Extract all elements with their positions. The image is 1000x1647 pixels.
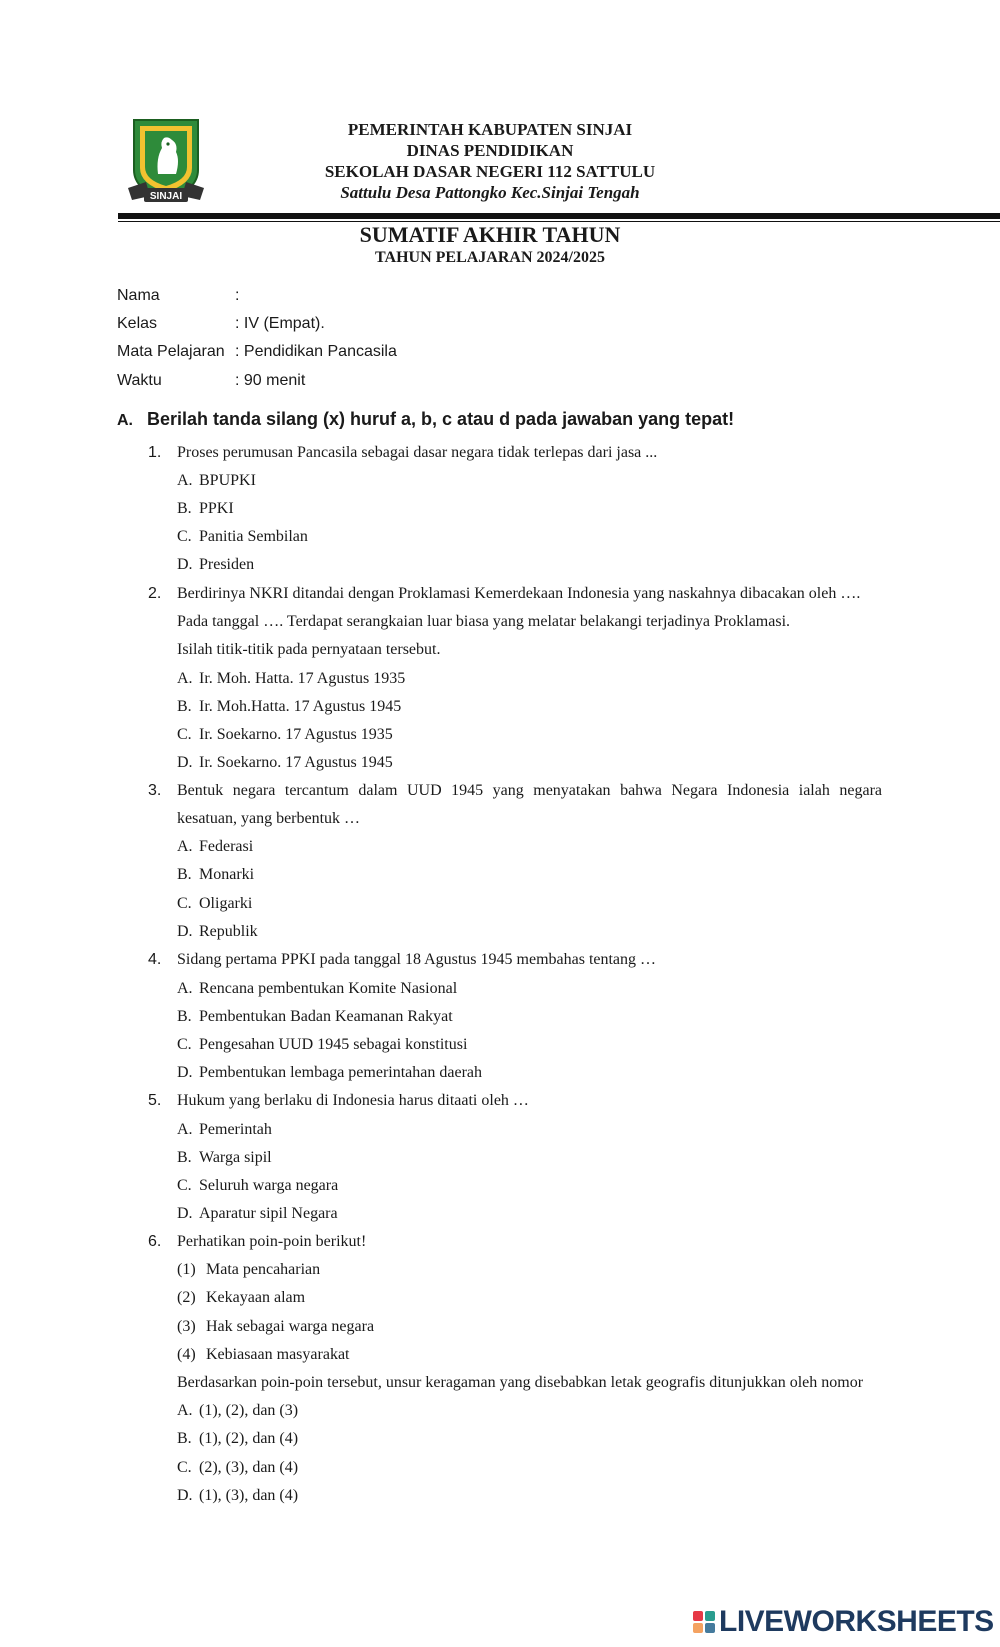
question-5 — [0, 1087, 1000, 1115]
answer-option[interactable] — [0, 1425, 1000, 1453]
answer-option[interactable] — [0, 1482, 1000, 1510]
option-text: Panitia Sembilan — [199, 528, 308, 545]
liveworksheets-wordmark: LIVEWORKSHEETS — [719, 1605, 994, 1638]
option-letter: A. — [177, 670, 193, 687]
identity-value: : IV (Empat). — [235, 315, 325, 332]
liveworksheets-brand[interactable] — [693, 1607, 994, 1637]
point-item — [0, 1256, 1000, 1284]
point-text: Kekayaan alam — [206, 1289, 306, 1306]
answer-option[interactable] — [0, 833, 1000, 861]
option-letter: B. — [177, 1430, 192, 1447]
option-letter: D. — [177, 1064, 193, 1081]
question-3 — [0, 777, 1000, 805]
identity-label: Nama — [117, 287, 160, 304]
question-text: Sidang pertama PPKI pada tanggal 18 Agustus 1945 membahas tentang … — [177, 951, 657, 968]
identity-label: Kelas — [117, 315, 158, 332]
answer-option[interactable] — [0, 918, 1000, 946]
option-letter: A. — [177, 1121, 193, 1138]
option-text: Aparatur sipil Negara — [199, 1205, 338, 1222]
identity-value: : 90 menit — [235, 372, 306, 389]
answer-option[interactable] — [0, 1144, 1000, 1172]
option-letter: A. — [177, 838, 193, 855]
option-text: Pembentukan Badan Keamanan Rakyat — [199, 1008, 453, 1025]
regency-logo — [126, 114, 206, 206]
option-letter: C. — [177, 726, 192, 743]
point-text: Hak sebagai warga negara — [206, 1318, 375, 1335]
answer-option[interactable] — [0, 1200, 1000, 1228]
identity-value: : — [235, 287, 240, 304]
question-number: 3. — [148, 782, 162, 799]
answer-option[interactable] — [0, 721, 1000, 749]
option-text: Pembentukan lembaga pemerintahan daerah — [199, 1064, 482, 1081]
option-text: Warga sipil — [199, 1149, 272, 1166]
option-letter: B. — [177, 1149, 192, 1166]
letterhead-agency: DINAS PENDIDIKAN — [406, 141, 574, 160]
question-1 — [0, 439, 1000, 467]
identity-label: Mata Pelajaran — [117, 343, 225, 360]
answer-option[interactable] — [0, 975, 1000, 1003]
answer-option[interactable] — [0, 1116, 1000, 1144]
option-letter: B. — [177, 698, 192, 715]
question-text: Isilah titik-titik pada pernyataan tersebut. — [177, 641, 441, 658]
section-a-instruction — [117, 405, 734, 435]
question-text-line — [0, 805, 1000, 833]
answer-option[interactable] — [0, 1397, 1000, 1425]
option-text: Ir. Moh. Hatta. 17 Agustus 1935 — [199, 670, 406, 687]
question-number: 4. — [148, 951, 162, 968]
point-text: Kebiasaan masyarakat — [206, 1346, 350, 1363]
question-text: Hukum yang berlaku di Indonesia harus ditaati oleh … — [177, 1092, 529, 1109]
option-text: Presiden — [199, 556, 255, 573]
letterhead — [230, 119, 750, 203]
option-letter: C. — [177, 895, 192, 912]
letterhead-divider-thick — [118, 213, 1000, 219]
option-text: (1), (2), dan (4) — [199, 1430, 299, 1447]
question-text: Perhatikan poin-poin berikut! — [177, 1233, 367, 1250]
option-letter: B. — [177, 500, 192, 517]
point-number: (1) — [177, 1261, 196, 1278]
option-letter: C. — [177, 1036, 192, 1053]
letterhead-government: PEMERINTAH KABUPATEN SINJAI — [347, 120, 633, 139]
answer-option[interactable] — [0, 523, 1000, 551]
answer-option[interactable] — [0, 1172, 1000, 1200]
option-text: Monarki — [199, 866, 255, 883]
point-number: (4) — [177, 1346, 196, 1363]
point-item — [0, 1313, 1000, 1341]
option-text: Ir. Soekarno. 17 Agustus 1935 — [199, 726, 393, 743]
answer-option[interactable] — [0, 495, 1000, 523]
identity-label: Waktu — [117, 372, 162, 389]
option-letter: D. — [177, 923, 193, 940]
option-letter: A. — [177, 1402, 193, 1419]
option-text: BPUPKI — [199, 472, 256, 489]
option-letter: D. — [177, 1487, 193, 1504]
question-text: Bentuk negara tercantum dalam UUD 1945 yang menyatakan bahwa Negara Indonesia ialah negara — [177, 782, 882, 799]
point-item — [0, 1341, 1000, 1369]
identity-value: : Pendidikan Pancasila — [235, 343, 397, 360]
option-text: (1), (2), dan (3) — [199, 1402, 299, 1419]
point-item — [0, 1284, 1000, 1312]
option-letter: A. — [177, 980, 193, 997]
answer-option[interactable] — [0, 1003, 1000, 1031]
answer-option[interactable] — [0, 890, 1000, 918]
question-number: 6. — [148, 1233, 162, 1250]
option-text: Republik — [199, 923, 258, 940]
answer-option[interactable] — [0, 467, 1000, 495]
exam-title: SUMATIF AKHIR TAHUN — [359, 222, 621, 247]
option-letter: D. — [177, 754, 193, 771]
option-letter: C. — [177, 1459, 192, 1476]
option-text: Federasi — [199, 838, 254, 855]
option-text: Rencana pembentukan Komite Nasional — [199, 980, 458, 997]
option-letter: D. — [177, 1205, 193, 1222]
option-letter: C. — [177, 528, 192, 545]
question-text-line — [0, 1369, 1000, 1397]
liveworksheets-logo-icon — [693, 1611, 715, 1633]
question-text: Proses perumusan Pancasila sebagai dasar negara tidak terlepas dari jasa ... — [177, 444, 658, 461]
point-number: (3) — [177, 1318, 196, 1335]
question-2 — [0, 580, 1000, 608]
logo-text: SINJAI — [149, 191, 183, 202]
question-text-line — [0, 636, 1000, 664]
option-text: Pengesahan UUD 1945 sebagai konstitusi — [199, 1036, 468, 1053]
question-text: Berdirinya NKRI ditandai dengan Proklamasi Kemerdekaan Indonesia yang naskahnya dibacakan oleh …. — [177, 585, 861, 602]
option-letter: B. — [177, 866, 192, 883]
question-number: 1. — [148, 444, 162, 461]
option-text: PPKI — [199, 500, 234, 517]
option-letter: B. — [177, 1008, 192, 1025]
option-text: Seluruh warga negara — [199, 1177, 339, 1194]
section-letter: A. — [117, 412, 133, 429]
option-text: Ir. Moh.Hatta. 17 Agustus 1945 — [199, 698, 402, 715]
option-letter: C. — [177, 1177, 192, 1194]
letterhead-school: SEKOLAH DASAR NEGERI 112 SATTULU — [324, 162, 656, 181]
answer-option[interactable] — [0, 1031, 1000, 1059]
answer-option[interactable] — [0, 551, 1000, 579]
letterhead-address: Sattulu Desa Pattongko Kec.Sinjai Tengah — [340, 183, 640, 202]
answer-option[interactable] — [0, 665, 1000, 693]
answer-option[interactable] — [0, 1059, 1000, 1087]
question-number: 2. — [148, 585, 162, 602]
option-text: Pemerintah — [199, 1121, 272, 1138]
answer-option[interactable] — [0, 1454, 1000, 1482]
option-text: Ir. Soekarno. 17 Agustus 1945 — [199, 754, 393, 771]
exam-subtitle: TAHUN PELAJARAN 2024/2025 — [375, 249, 605, 266]
question-number: 5. — [148, 1092, 162, 1109]
question-text: Berdasarkan poin-poin tersebut, unsur keragaman yang disebabkan letak geografis ditunjukkan oleh nomor — [177, 1374, 864, 1391]
section-instruction-text: Berilah tanda silang (x) huruf a, b, c atau d pada jawaban yang tepat! — [147, 409, 735, 429]
option-letter: A. — [177, 472, 193, 489]
question-6 — [0, 1228, 1000, 1256]
option-text: (2), (3), dan (4) — [199, 1459, 299, 1476]
option-letter: D. — [177, 556, 193, 573]
point-number: (2) — [177, 1289, 196, 1306]
point-text: Mata pencaharian — [206, 1261, 321, 1278]
question-4 — [0, 946, 1000, 974]
question-text-line — [0, 608, 1000, 636]
answer-option[interactable] — [0, 861, 1000, 889]
answer-option[interactable] — [0, 749, 1000, 777]
option-text: Oligarki — [199, 895, 253, 912]
question-text: kesatuan, yang berbentuk … — [177, 810, 361, 827]
option-text: (1), (3), dan (4) — [199, 1487, 299, 1504]
question-text: Pada tanggal …. Terdapat serangkaian luar biasa yang melatar belakangi terjadinya Proklamasi. — [177, 613, 791, 630]
answer-option[interactable] — [0, 693, 1000, 721]
